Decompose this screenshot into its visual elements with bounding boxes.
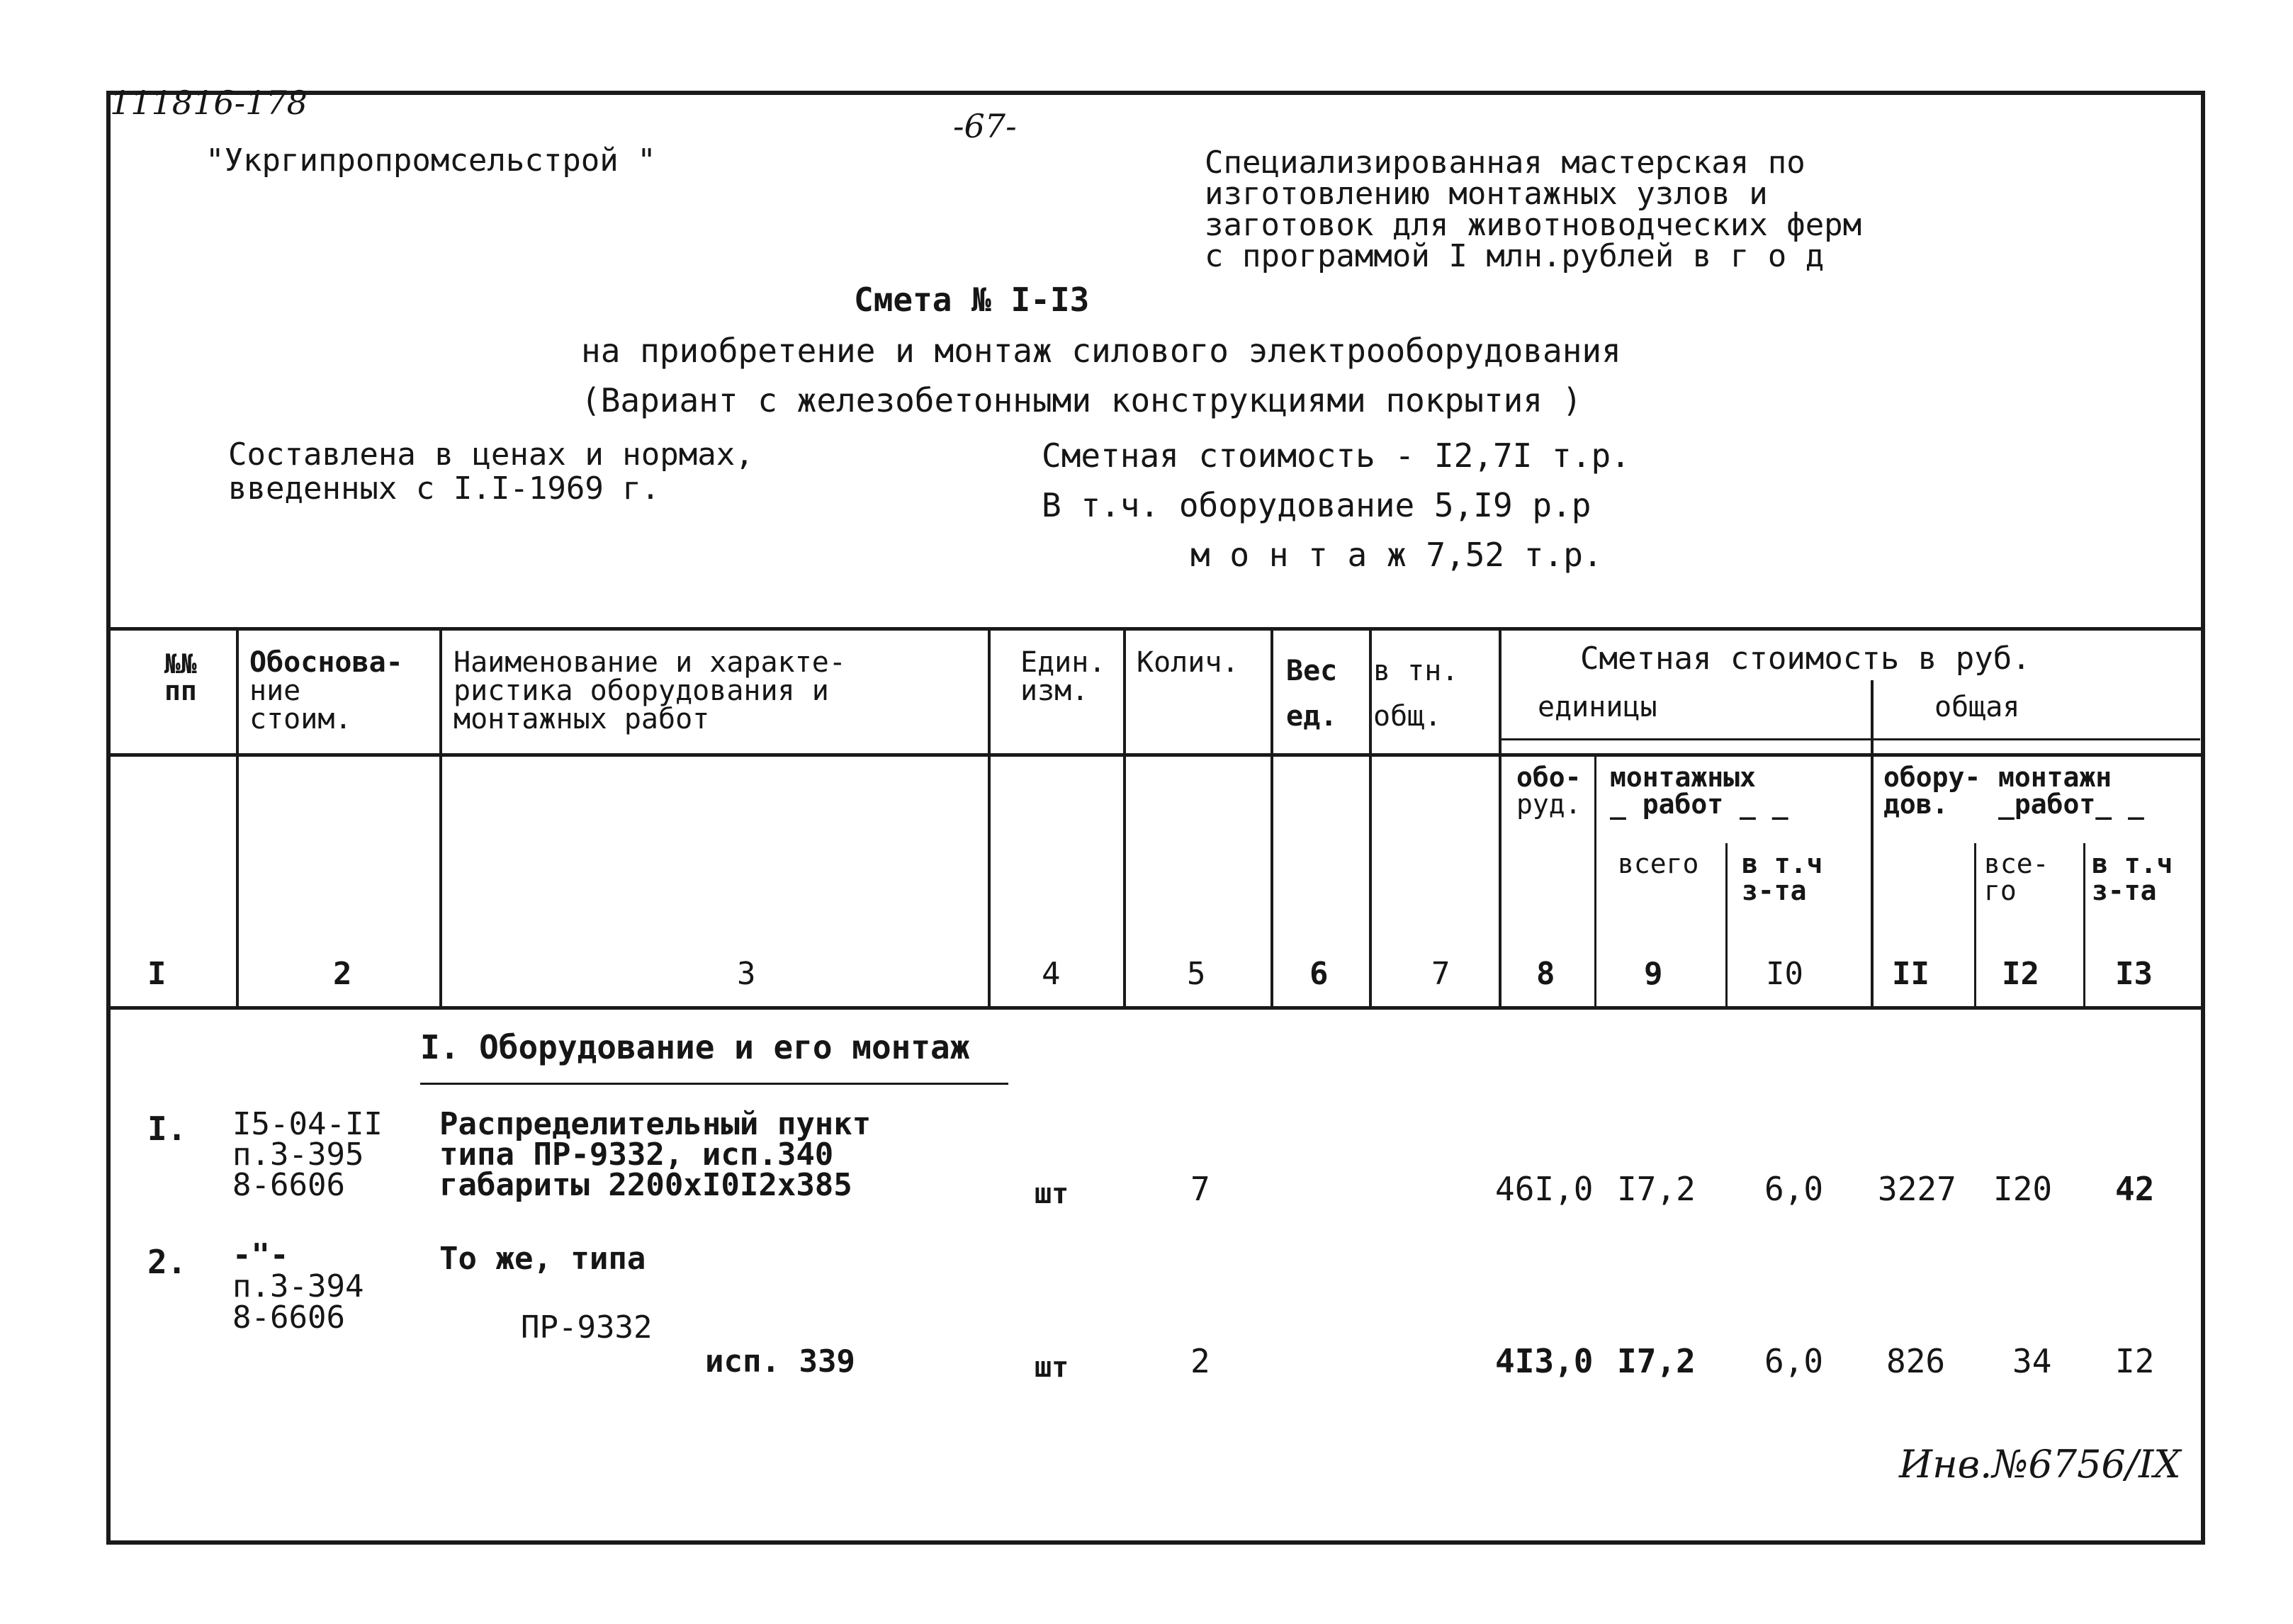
- row-installation-unit-cost: I7,2: [1617, 1342, 1696, 1380]
- row-equipment-unit-cost: 46I,0: [1495, 1170, 1594, 1208]
- row-number: I.: [147, 1110, 187, 1148]
- row-basis: -"- п.3-394 8-6606: [232, 1237, 364, 1336]
- header-equipment-unit: обо- руд.: [1516, 762, 1582, 820]
- header-wages-unit: в т.ч з-та: [1742, 848, 1823, 906]
- table-top-rule: [111, 627, 2201, 631]
- col-divider: [1499, 628, 1502, 1008]
- col-divider: [236, 628, 239, 1008]
- header-all-unit: всего: [1618, 848, 1699, 879]
- prices-note-line2: введенных с I.I-1969 г.: [228, 470, 660, 507]
- table-colnum-rule: [111, 1006, 2201, 1010]
- estimated-cost-equipment: В т.ч. оборудование 5,I9 р.р: [1042, 486, 1591, 524]
- row-quantity: 7: [1190, 1170, 1210, 1208]
- column-number: 5: [1187, 956, 1206, 992]
- row-description-variant: исп. 339: [705, 1343, 855, 1380]
- header-quantity: Колич.: [1137, 646, 1239, 679]
- header-row-number: №№ пп: [164, 648, 197, 706]
- row-installation-total-cost: I20: [1993, 1170, 2053, 1208]
- row-installation-total-cost: 34: [2012, 1342, 2052, 1380]
- row-wages-unit-cost: 6,0: [1764, 1170, 1824, 1208]
- row-description-type: ПР-9332: [521, 1309, 653, 1346]
- column-number: 2: [333, 956, 352, 992]
- column-number: I3: [2115, 956, 2153, 992]
- col-divider: [1594, 755, 1596, 1008]
- object-line: Специализированная мастерская по: [1205, 145, 1805, 181]
- row-equipment-total-cost: 826: [1886, 1342, 1946, 1380]
- column-number: 3: [737, 956, 756, 992]
- estimated-cost-installation: м о н т а ж 7,52 т.р.: [1190, 536, 1603, 574]
- row-wages-unit-cost: 6,0: [1764, 1342, 1824, 1380]
- header-basis: Обоснова- ние стоим.: [249, 646, 403, 735]
- object-line: заготовок для животноводческих ферм: [1205, 207, 1862, 243]
- object-line: с программой I млн.рублей в г о д: [1205, 238, 1825, 274]
- header-wages-total: в т.ч з-та: [2092, 848, 2173, 906]
- object-line: изготовлению монтажных узлов и: [1205, 176, 1768, 212]
- col-divider: [1369, 628, 1372, 1008]
- section-underline: [420, 1083, 1008, 1085]
- col-divider: [988, 628, 991, 1008]
- header-estimated-cost: Сметная стоимость в руб.: [1580, 641, 2031, 677]
- column-number: I2: [2002, 956, 2039, 992]
- cost-subheader-rule: [1499, 738, 2200, 740]
- object-description: [1205, 147, 1861, 272]
- column-number: I: [147, 956, 167, 992]
- column-number: 4: [1042, 956, 1061, 992]
- column-number: 8: [1536, 956, 1555, 992]
- column-number: 7: [1431, 956, 1450, 992]
- header-per-unit: единицы: [1538, 691, 1657, 723]
- estimate-number: Смета № I-I3: [854, 281, 1090, 319]
- row-unit: шт: [1035, 1351, 1069, 1384]
- header-equipment-total: обору- дов.: [1883, 762, 1981, 820]
- header-total: общая: [1934, 691, 2020, 723]
- header-installation-total: монтажн _работ_ _: [1998, 762, 2144, 820]
- row-unit: шт: [1035, 1178, 1069, 1210]
- estimated-cost-total: Сметная стоимость - I2,7I т.р.: [1042, 436, 1630, 475]
- col-divider: [1271, 628, 1273, 1008]
- column-number: 9: [1644, 956, 1663, 992]
- row-equipment-unit-cost: 4I3,0: [1495, 1342, 1594, 1380]
- organization-name: "Укргипропромсельстрой ": [205, 142, 656, 179]
- header-unit: Един. изм.: [1020, 646, 1106, 707]
- section-title: I. Оборудование и его монтаж: [420, 1028, 970, 1066]
- row-wages-total-cost: 42: [2115, 1170, 2155, 1208]
- header-total-weight: в тн. общ.: [1373, 655, 1459, 733]
- row-equipment-total-cost: 3227: [1878, 1170, 1956, 1208]
- row-number: 2.: [147, 1243, 187, 1281]
- column-number: II: [1892, 956, 1929, 992]
- col-divider: [1974, 843, 1976, 1008]
- row-installation-unit-cost: I7,2: [1617, 1170, 1696, 1208]
- prices-note-line1: Составлена в ценах и нормах,: [228, 436, 754, 473]
- col-divider: [2083, 843, 2085, 1008]
- col-divider: [439, 628, 442, 1008]
- estimate-subject-line1: на приобретение и монтаж силового электрооборудования: [581, 332, 1621, 370]
- page-number: -67-: [953, 107, 1017, 145]
- table-header-rule: [111, 753, 2201, 757]
- row-basis: I5-04-II п.3-395 8-6606: [232, 1106, 383, 1204]
- header-installation-unit: монтажных _ работ _ _: [1610, 762, 1788, 820]
- col-divider: [1725, 843, 1728, 1008]
- row-wages-total-cost: I2: [2115, 1342, 2155, 1380]
- row-description: Распределительный пункт типа ПР-9332, исп.340 габариты 2200хI0I2х385: [439, 1106, 872, 1204]
- col-divider: [1871, 680, 1874, 1008]
- column-number: I0: [1766, 956, 1803, 992]
- column-number: 6: [1309, 956, 1329, 992]
- inventory-number: Инв.№6756/IX: [1899, 1442, 2181, 1487]
- header-all-total: все- го: [1984, 848, 2049, 906]
- row-quantity: 2: [1190, 1342, 1210, 1380]
- row-description: То же, типа: [439, 1241, 646, 1277]
- col-divider: [1123, 628, 1126, 1008]
- header-unit-weight: Вес ед.: [1286, 655, 1338, 733]
- header-description: Наименование и характе- ристика оборудования и монтажных работ: [453, 646, 846, 735]
- estimate-subject-line2: (Вариант с железобетонными конструкциями покрытия ): [581, 381, 1582, 419]
- document-code: 111816-178: [110, 84, 308, 122]
